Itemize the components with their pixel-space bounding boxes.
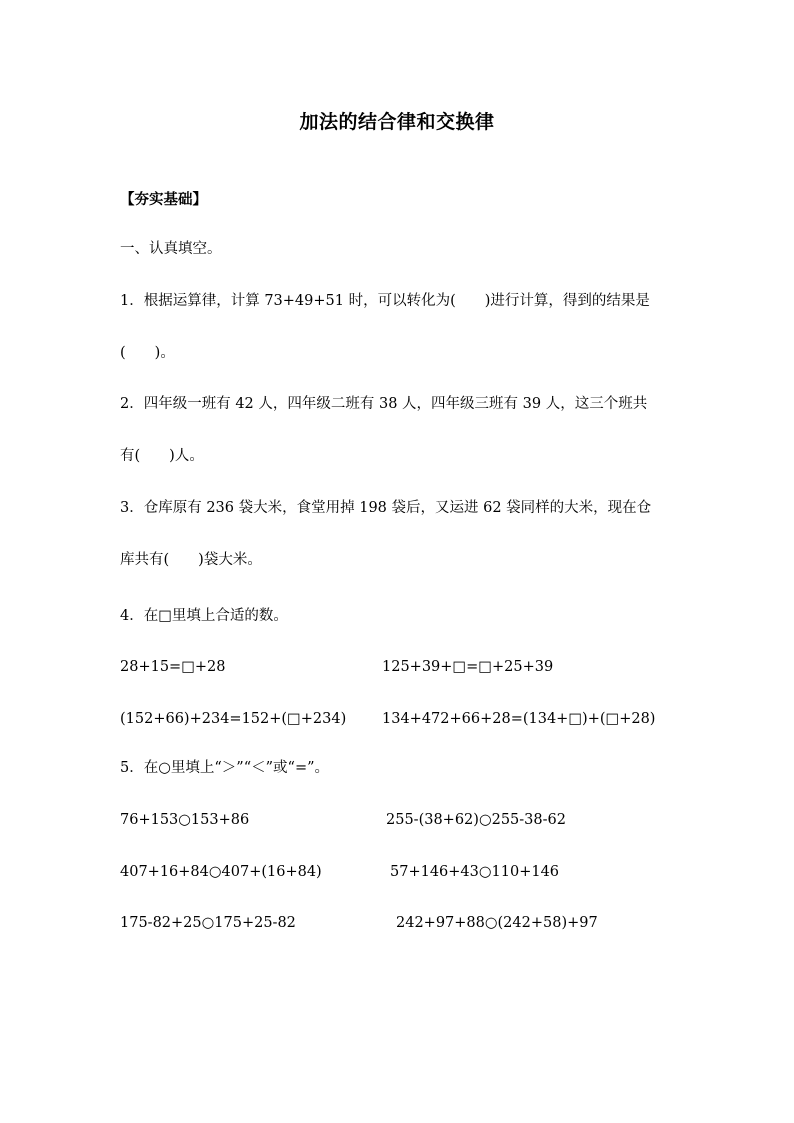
page-title: 加法的结合律和交换律 <box>299 111 495 133</box>
question-5-item: 175-82+25○175+25-82 <box>120 915 296 931</box>
question-5-item: 407+16+84○407+(16+84) <box>120 864 322 880</box>
question-1-line-1: 1．根据运算律，计算 73+49+51 时，可以转化为( )进行计算，得到的结果是 <box>120 293 650 309</box>
question-5-item: 242+97+88○(242+58)+97 <box>396 915 598 931</box>
question-3-line-1: 3．仓库原有 236 袋大米，食堂用掉 198 袋后，又运进 62 袋同样的大米，现在仓 <box>120 500 652 516</box>
question-5-item: 255-(38+62)○255-38-62 <box>386 812 566 828</box>
question-4-item: 28+15=□+28 <box>120 659 226 675</box>
question-5-item: 57+146+43○110+146 <box>390 864 560 880</box>
question-3-line-2: 库共有( )袋大米。 <box>120 552 262 568</box>
question-2-line-2: 有( )人。 <box>120 448 204 464</box>
question-2-line-1: 2．四年级一班有 42 人，四年级二班有 38 人，四年级三班有 39 人，这三个班共 <box>120 396 648 412</box>
section-heading: 【夯实基础】 <box>120 191 207 208</box>
question-4-item: (152+66)+234=152+(□+234) <box>120 711 347 727</box>
question-1-line-2: ( )。 <box>120 345 175 361</box>
question-5-prompt: 5．在○里填上“＞”“＜”或“=”。 <box>120 760 330 776</box>
question-4-item: 125+39+□=□+25+39 <box>382 659 554 675</box>
question-4-prompt: 4．在□里填上合适的数。 <box>120 608 288 624</box>
question-4-item: 134+472+66+28=(134+□)+(□+28) <box>382 711 656 727</box>
question-5-item: 76+153○153+86 <box>120 812 250 828</box>
part-heading: 一、认真填空。 <box>120 241 222 257</box>
